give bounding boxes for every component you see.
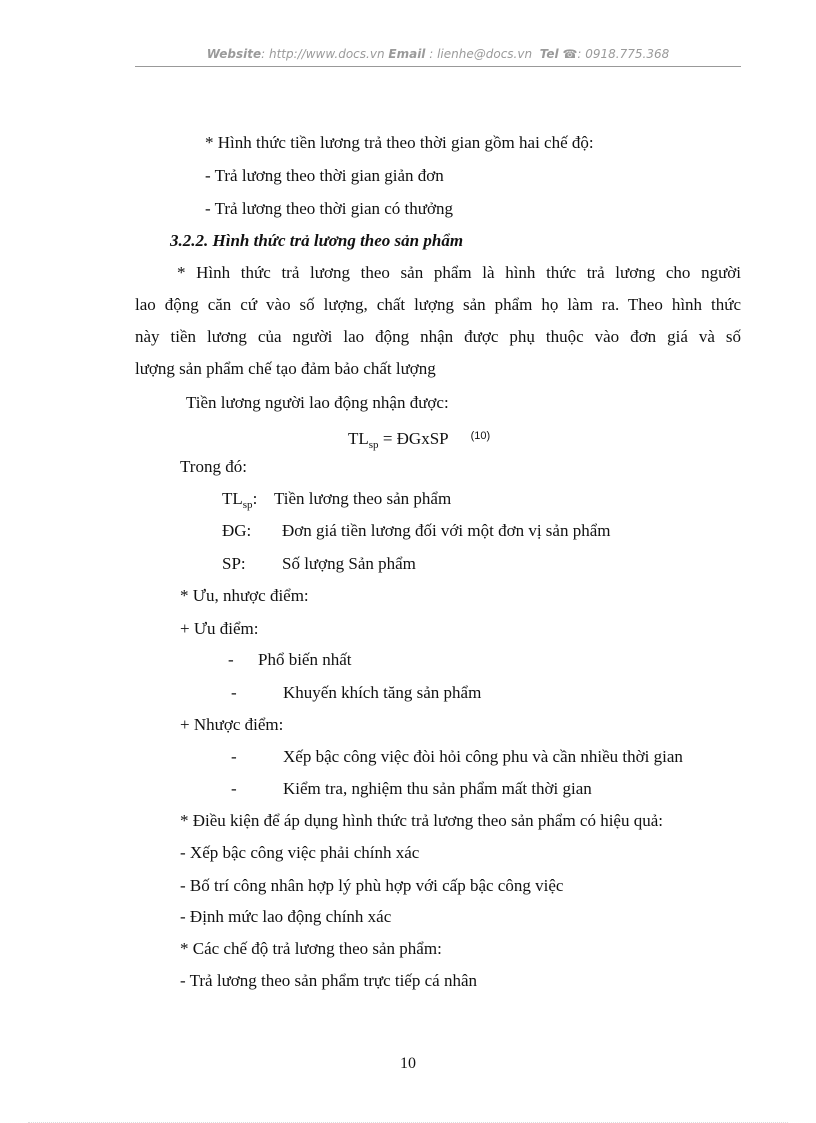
con-item-2: Kiểm tra, nghiệm thu sản phẩm mất thời gian xyxy=(283,779,592,798)
email-value: : lienhe@docs.vn xyxy=(425,47,533,61)
line-pros: + Ưu điểm: xyxy=(180,619,259,638)
def1-sub: sp xyxy=(242,499,253,511)
line-conditions: * Điều kiện để áp dụng hình thức trả lương theo sản phẩm có hiệu quả: xyxy=(180,811,663,830)
paragraph-line-1: * Hình thức trả lương theo sản phẩm là hình thức trả lương cho người xyxy=(177,263,741,282)
line-regimes: * Các chế độ trả lương theo sản phẩm: xyxy=(180,939,442,958)
formula-tl: TL xyxy=(348,429,369,448)
line-pros-cons: * Ưu, nhược điểm: xyxy=(180,586,309,605)
condition-1: - Xếp bậc công việc phải chính xác xyxy=(180,843,420,862)
condition-2: - Bố trí công nhân hợp lý phù hợp với cấp bậc công việc xyxy=(180,876,564,895)
dash-marker: - xyxy=(231,683,237,702)
definition-tlsp xyxy=(222,488,257,516)
def1-text: Tiền lương theo sản phẩm xyxy=(274,489,452,508)
condition-3: - Định mức lao động chính xác xyxy=(180,907,392,926)
def3-text: Số lượng Sản phẩm xyxy=(282,554,416,573)
page-number: 10 xyxy=(400,1055,416,1072)
paragraph-line-4: lượng sản phẩm chế tạo đảm bảo chất lượng xyxy=(135,359,436,378)
line-wage-received: Tiền lương người lao động nhận được: xyxy=(186,393,449,412)
paragraph-line-3: này tiền lương của người lao động nhận được phụ thuộc vào đơn giá và số xyxy=(135,327,741,346)
def2-text: Đơn giá tiền lương đối với một đơn vị sản phẩm xyxy=(282,521,611,540)
def1-colon: : xyxy=(252,489,258,508)
formula-sub: sp xyxy=(368,439,379,451)
formula-rest: = ĐGxSP xyxy=(378,429,449,448)
dash-marker: - xyxy=(231,747,237,766)
def1-term: TL xyxy=(222,489,243,508)
page-header xyxy=(135,47,741,61)
line-cons: + Nhược điểm: xyxy=(180,715,284,734)
tel-value: ☎: 0918.775.368 xyxy=(562,47,670,61)
section-heading: 3.2.2. Hình thức trả lương theo sản phẩm xyxy=(170,231,464,250)
dash-marker: - xyxy=(228,650,234,669)
website-label: Website xyxy=(206,47,262,61)
website-value: : http://www.docs.vn xyxy=(261,47,385,61)
def2-term: ĐG: xyxy=(222,521,252,540)
regime-1: - Trả lương theo sản phẩm trực tiếp cá nhân xyxy=(180,971,477,990)
dash-marker: - xyxy=(231,779,237,798)
header-rule xyxy=(135,66,741,67)
con-item-1: Xếp bậc công việc đòi hỏi công phu và cần nhiều thời gian xyxy=(283,747,683,766)
email-label: Email xyxy=(388,47,426,61)
line-simple-time: - Trả lương theo thời gian giản đơn xyxy=(205,166,444,185)
pro-item-2: Khuyến khích tăng sản phẩm xyxy=(283,683,482,702)
line-bonus-time: - Trả lương theo thời gian có thưởng xyxy=(205,199,453,218)
line-where: Trong đó: xyxy=(180,457,247,476)
line-time-wage-intro: * Hình thức tiền lương trả theo thời gian gồm hai chế độ: xyxy=(205,133,594,152)
formula xyxy=(348,425,490,456)
formula-ref: (10) xyxy=(470,430,491,442)
def3-term: SP: xyxy=(222,554,246,573)
paragraph-line-2: lao động căn cứ vào số lượng, chất lượng sản phẩm họ làm ra. Theo hình thức xyxy=(135,295,741,314)
tel-label: Tel xyxy=(539,47,559,61)
pro-item-1: Phổ biến nhất xyxy=(258,650,352,669)
